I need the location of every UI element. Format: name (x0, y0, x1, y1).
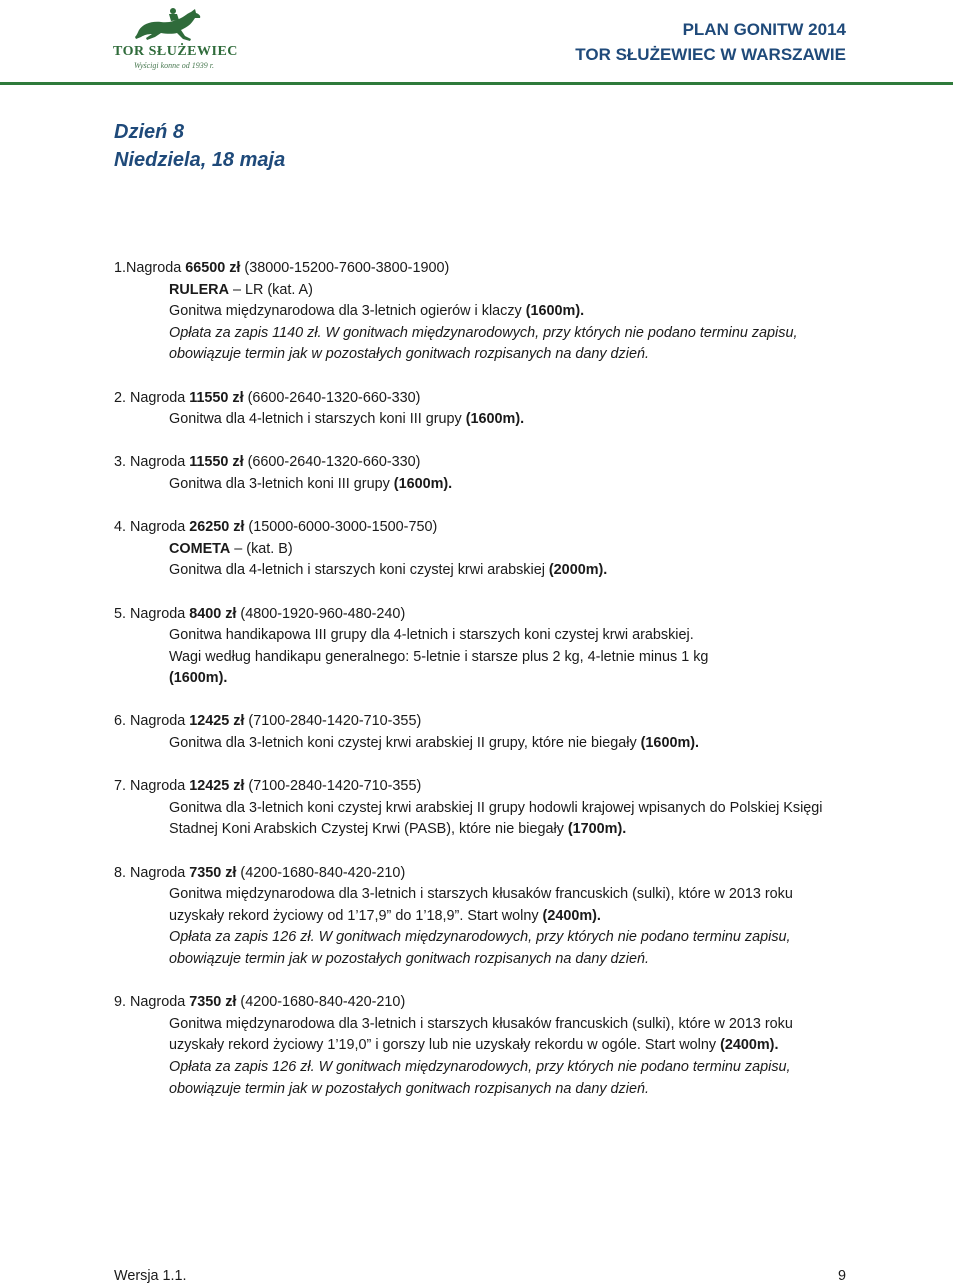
race-note: W gonitwach międzynarodowych, przy których nie podano terminu zapisu, obowiązuje termin jak w pozostałych gonitwach rozpisanych na dany dzień. (169, 929, 791, 967)
tor-sluzewiec-logo (113, 6, 238, 70)
race-body (114, 474, 844, 496)
footer-version: Wersja 1.1. (114, 1268, 187, 1284)
race-prize: 8400 zł (189, 605, 237, 622)
race-weights: Wagi według handikapu generalnego: 5-letnie i starsze plus 2 kg, 4-letnie minus 1 kg (169, 648, 709, 665)
race-distance: (1600m). (169, 670, 228, 687)
race-breakdown: (4200-1680-840-420-210) (236, 864, 406, 881)
race-description: Gonitwa dla 4-letnich i starszych koni czystej krwi arabskiej (2000m). (169, 562, 608, 579)
race-category: – LR (kat. A) (228, 281, 313, 298)
race-description: Gonitwa międzynarodowa dla 3-letnich ogierów i klaczy (1600m). (169, 303, 585, 320)
race-distance: (2400m). (720, 1037, 779, 1054)
race-prize: 66500 zł (185, 260, 241, 276)
race-fee-note (169, 323, 844, 366)
race-body (114, 625, 844, 690)
race-header: 5. Nagroda 8400 zł (4800-1920-960-480-240) (114, 605, 406, 622)
race-name: RULERA (169, 281, 229, 298)
race-description: Gonitwa dla 4-letnich i starszych koni III grupy (1600m). (169, 411, 525, 428)
race-prize: 26250 zł (189, 519, 245, 536)
race-header: 1.Nagroda 66500 zł (38000-15200-7600-3800-1900) (114, 260, 450, 276)
race-description: Gonitwa międzynarodowa dla 3-letnich i starszych kłusaków francuskich (sulki), które w 2013 roku uzyskały rekord życiowy 1’19,0” i gorszy lub nie uzyskały rekordu w ogóle. Start wolny (2400m). (169, 1015, 793, 1054)
race-breakdown: (6600-2640-1320-660-330) (243, 454, 421, 471)
race-list (114, 258, 844, 1122)
logo-tagline: Wyścigi konne od 1939 r. (134, 61, 214, 70)
race-body (114, 409, 844, 431)
race-prize: 11550 zł (189, 389, 244, 406)
day-date: Niedziela, 18 maja (114, 149, 286, 171)
race-prize: 7350 zł (189, 864, 237, 881)
race-distance: (1600m). (525, 303, 585, 320)
race-category: – (kat. B) (230, 540, 293, 557)
page-header (0, 0, 960, 82)
race-fee: Opłata za zapis 126 zł. (169, 929, 315, 946)
race-item (114, 863, 844, 971)
race-distance: (1600m). (393, 475, 453, 492)
day-heading (114, 118, 285, 174)
race-prize: 12425 zł (189, 713, 245, 730)
race-body (114, 539, 844, 582)
race-prize: 7350 zł (189, 994, 237, 1011)
race-breakdown: (7100-2840-1420-710-355) (244, 778, 422, 795)
race-description: Gonitwa dla 3-letnich koni czystej krwi arabskiej II grupy hodowli krajowej wpisanych do Polskiej Księgi Stadnej Koni Arabskich Czystej Krwi (PASB), które nie biegały (1700m). (169, 799, 823, 838)
race-header: 4. Nagroda 26250 zł (15000-6000-3000-1500-750) (114, 519, 438, 536)
race-fee-note (169, 927, 844, 970)
race-item (114, 517, 844, 582)
race-breakdown: (15000-6000-3000-1500-750) (244, 519, 438, 536)
race-header: 7. Nagroda 12425 zł (7100-2840-1420-710-355) (114, 778, 422, 795)
race-item (114, 604, 844, 690)
race-breakdown: (6600-2640-1320-660-330) (243, 389, 421, 406)
race-note: W gonitwach międzynarodowych, przy których nie podano terminu zapisu, obowiązuje termin jak w pozostałych gonitwach rozpisanych na dany dzień. (169, 324, 798, 363)
race-body (114, 798, 844, 841)
race-header: 9. Nagroda 7350 zł (4200-1680-840-420-210) (114, 994, 406, 1011)
race-body (114, 1014, 844, 1100)
race-body (114, 733, 844, 755)
header-title (575, 17, 846, 67)
race-item (114, 452, 844, 495)
race-breakdown: (4200-1680-840-420-210) (236, 994, 406, 1011)
race-description: Gonitwa dla 3-letnich koni III grupy (1600m). (169, 475, 453, 492)
racehorse-jockey-icon (133, 6, 215, 44)
race-distance: (2400m). (542, 907, 601, 924)
race-prize: 11550 zł (189, 454, 244, 471)
race-header: 6. Nagroda 12425 zł (7100-2840-1420-710-355) (114, 713, 422, 730)
race-note: W gonitwach międzynarodowych, przy których nie podano terminu zapisu, obowiązuje termin jak w pozostałych gonitwach rozpisanych na dany dzień. (169, 1058, 791, 1097)
race-header: 8. Nagroda 7350 zł (4200-1680-840-420-210) (114, 864, 406, 881)
race-breakdown: (4800-1920-960-480-240) (236, 605, 406, 622)
header-rule (0, 82, 953, 85)
race-distance: (1600m). (640, 735, 700, 752)
race-name-line (169, 280, 844, 302)
race-prize: 12425 zł (189, 778, 245, 795)
race-item (114, 992, 844, 1100)
race-body (114, 280, 844, 366)
race-fee-note (169, 1057, 844, 1100)
race-fee: Opłata za zapis 1140 zł. (169, 324, 322, 341)
race-item (114, 388, 844, 431)
race-header: 3. Nagroda 11550 zł (6600-2640-1320-660-330) (114, 454, 421, 471)
race-item (114, 711, 844, 754)
race-name: COMETA (169, 540, 231, 557)
race-description: Gonitwa handikapowa III grupy dla 4-letnich i starszych koni czystej krwi arabskiej. (169, 627, 694, 644)
day-number: Dzień 8 (114, 121, 185, 143)
logo-name: TOR SŁUŻEWIEC (113, 44, 238, 59)
race-body (114, 884, 844, 970)
race-breakdown: (38000-15200-7600-3800-1900) (240, 260, 450, 276)
race-distance: (1600m). (465, 411, 525, 428)
footer-page-number: 9 (837, 1268, 846, 1284)
race-breakdown: (7100-2840-1420-710-355) (244, 713, 422, 730)
race-item (114, 258, 844, 366)
race-fee: Opłata za zapis 126 zł. (169, 1058, 315, 1075)
race-description: Gonitwa międzynarodowa dla 3-letnich i starszych kłusaków francuskich (sulki), które w 2013 roku uzyskały rekord życiowy od 1’17,9” do 1’18,9”. Start wolny (2400m). (169, 886, 793, 924)
race-description: Gonitwa dla 3-letnich koni czystej krwi arabskiej II grupy, które nie biegały (1600m). (169, 735, 700, 752)
race-header: 2. Nagroda 11550 zł (6600-2640-1320-660-330) (114, 389, 421, 406)
race-name-line (169, 539, 844, 561)
header-title-line1: PLAN GONITW 2014 (682, 20, 846, 39)
header-title-line2: TOR SŁUŻEWIEC W WARSZAWIE (575, 45, 846, 64)
race-item (114, 776, 844, 841)
race-distance: (2000m). (548, 562, 608, 579)
race-distance: (1700m). (567, 821, 627, 838)
